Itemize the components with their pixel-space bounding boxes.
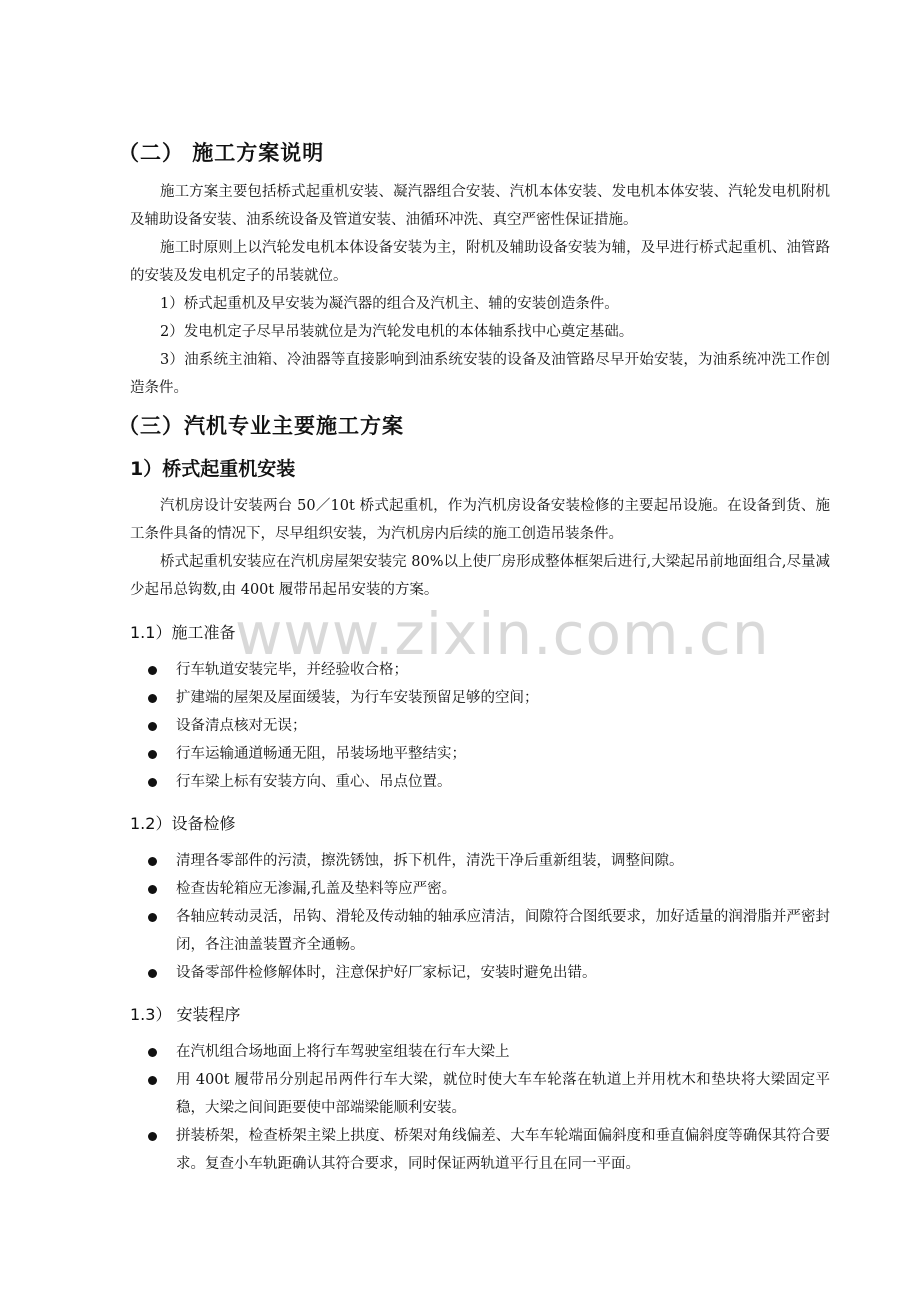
list-item: 清理各零部件的污渍，擦洗锈蚀，拆下机件，清洗干净后重新组装，调整间隙。 [148, 847, 830, 875]
bullet-icon [148, 750, 157, 759]
bullet-icon [148, 1048, 157, 1057]
list-item: 设备零部件检修解体时，注意保护好厂家标记，安装时避免出错。 [148, 959, 830, 987]
bullet-icon [148, 1076, 157, 1085]
bullet-icon [148, 778, 157, 787]
bullet-icon [148, 694, 157, 703]
bullet-icon [148, 885, 157, 894]
list-item: 行车梁上标有安装方向、重心、吊点位置。 [148, 768, 830, 796]
bullet-icon [148, 722, 157, 731]
list-item: 设备清点核对无误； [148, 712, 830, 740]
list-item: 各轴应转动灵活，吊钩、滑轮及传动轴的轴承应清洁，间隙符合图纸要求，加好适量的润滑脂并严密封闭，各注油盖装置齐全通畅。 [148, 903, 830, 959]
subsection-1-paragraph-2: 桥式起重机安装应在汽机房屋架安装完 80%以上使厂房形成整体框架后进行,大梁起吊前地面组合,尽量减少起吊总钩数,由 400t 履带吊起吊安装的方案。 [130, 554, 830, 598]
bullet-icon [148, 913, 157, 922]
subsection-1-3-heading: 1.3） 安装程序 [130, 1005, 241, 1024]
section-2-point-1: 1）桥式起重机及早安装为凝汽器的组合及汽机主、辅的安装创造条件。 [160, 296, 619, 312]
section-2-point-2: 2）发电机定子尽早吊装就位是为汽轮发电机的本体轴系找中心奠定基础。 [160, 324, 634, 340]
bullet-icon [148, 857, 157, 866]
subsection-1-1-heading: 1.1）施工准备 [130, 623, 236, 642]
list-item: 行车运输通道畅通无阻，吊装场地平整结实； [148, 740, 830, 768]
list-item: 检查齿轮箱应无渗漏,孔盖及垫料等应严密。 [148, 875, 830, 903]
list-item: 拼装桥架，检查桥架主梁上拱度、桥架对角线偏差、大车车轮端面偏斜度和垂直偏斜度等确保其符合要求。复查小车轨距确认其符合要求，同时保证两轨道平行且在同一平面。 [148, 1122, 830, 1178]
bullet-icon [148, 1132, 157, 1141]
section-2-heading: （二） 施工方案说明 [118, 141, 325, 165]
section-3-heading: （三）汽机专业主要施工方案 [118, 414, 404, 438]
list-item: 在汽机组合场地面上将行车驾驶室组装在行车大梁上 [148, 1038, 830, 1066]
list-item: 扩建端的屋架及屋面缓装，为行车安装预留足够的空间； [148, 684, 830, 712]
watermark: www.zixin.com.cn [235, 600, 770, 668]
bullet-icon [148, 969, 157, 978]
section-2-point-3: 3）油系统主油箱、冷油器等直接影响到油系统安装的设备及油管路尽早开始安装，为油系统冲洗工作创造条件。 [130, 352, 830, 396]
list-item: 行车轨道安装完毕，并经验收合格； [148, 656, 830, 684]
list-item: 用 400t 履带吊分别起吊两件行车大梁，就位时使大车车轮落在轨道上并用枕木和垫块将大梁固定平稳，大梁之间间距要使中部端梁能顺利安装。 [148, 1066, 830, 1122]
subsection-1-paragraph-1: 汽机房设计安装两台 50／10t 桥式起重机，作为汽机房设备安装检修的主要起吊设施。在设备到货、施工条件具备的情况下，尽早组织安装，为汽机房内后续的施工创造吊装条件。 [130, 498, 830, 542]
subsection-1-heading: 1）桥式起重机安装 [130, 458, 296, 480]
subsection-1-2-heading: 1.2）设备检修 [130, 814, 236, 833]
section-2-paragraph-1: 施工方案主要包括桥式起重机安装、凝汽器组合安装、汽机本体安装、发电机本体安装、汽轮发电机附机及辅助设备安装、油系统设备及管道安装、油循环冲洗、真空严密性保证措施。 [130, 184, 830, 228]
section-2-paragraph-2: 施工时原则上以汽轮发电机本体设备安装为主，附机及辅助设备安装为辅，及早进行桥式起重机、油管路的安装及发电机定子的吊装就位。 [130, 240, 830, 284]
bullet-icon [148, 666, 157, 675]
